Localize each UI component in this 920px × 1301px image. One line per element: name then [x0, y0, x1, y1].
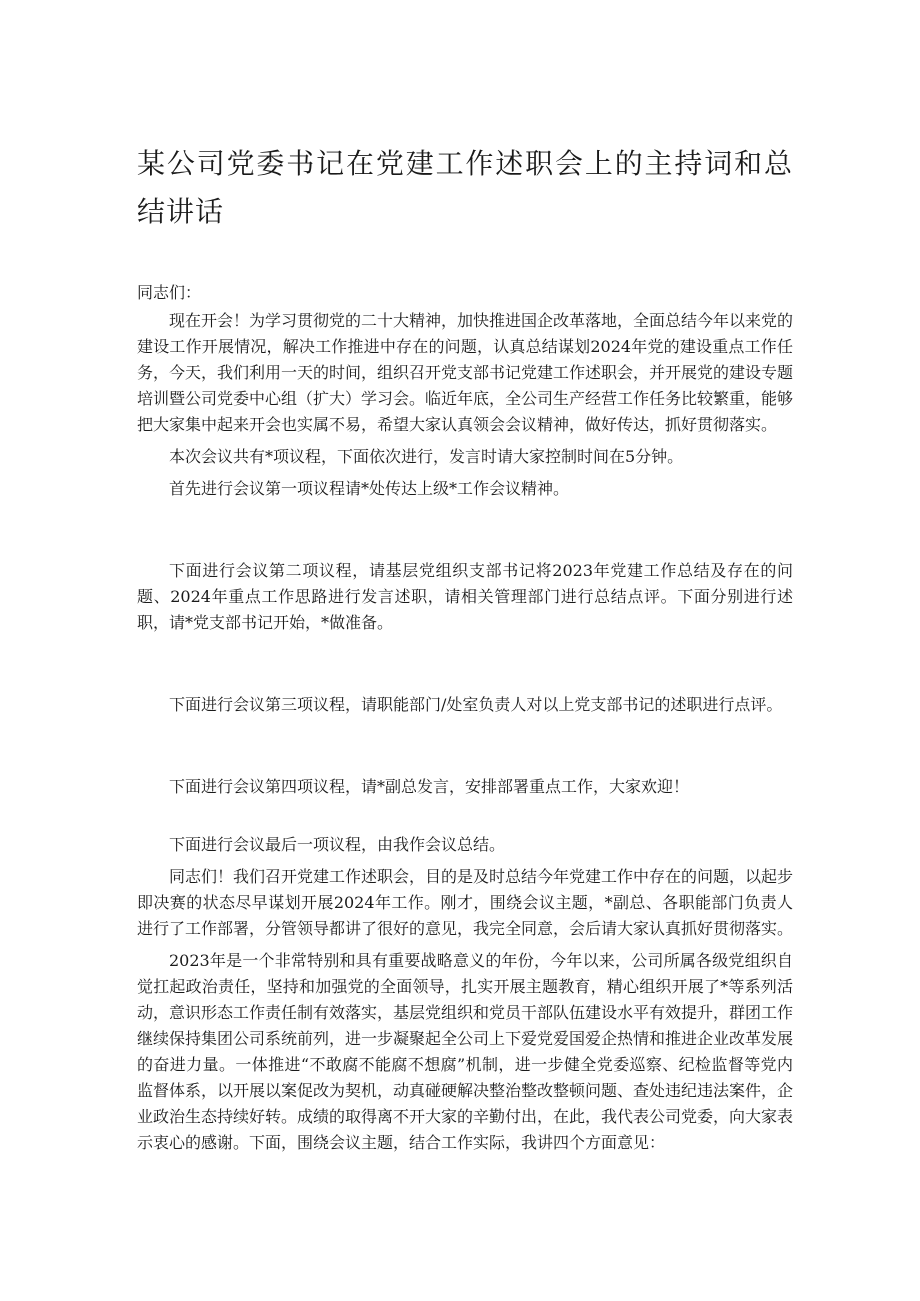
paragraph-summary-intro: 同志们！我们召开党建工作述职会，目的是及时总结今年党建工作中存在的问题，以起步即决赛的状态尽早谋划开展2024年工作。刚才，围绕会议主题，*副总、各职能部门负责人进行了工作部署，分管领导都讲了很好的意见，我完全同意，会后请大家认真抓好贯彻落实。	[137, 867, 794, 938]
paragraph-agenda-item-3: 下面进行会议第三项议程，请职能部门/处室负责人对以上党支部书记的述职进行点评。	[169, 695, 783, 714]
paragraph-summary-2023: 2023年是一个非常特别和具有重要战略意义的年份，今年以来，公司所属各级党组织自觉扛起政治责任，坚持和加强党的全面领导，扎实开展主题教育，精心组织开展了*等系列活动，意识形态工作责任制有效落实，基层党组织和党员干部队伍建设水平有效提升，群团工作继续保持集团公司系统前列，进一步凝聚起全公司上下爱党爱国爱企热情和推进企业改革发展的奋进力量。一体推进“不敢腐不能腐不想腐”机制，进一步健全党委巡察、纪检监督等党内监督体系，以开展以案促改为契机，动真碰硬解决整治整改整顿问题、查处违纪违法案件，企业政治生态持续好转。成绩的取得离不开大家的辛勤付出，在此，我代表公司党委，向大家表示衷心的感谢。下面，围绕会议主题，结合工作实际，我讲四个方面意见：	[137, 951, 794, 1152]
document-page	[137, 140, 793, 1162]
paragraph-agenda-item-4: 下面进行会议第四项议程，请*副总发言，安排部署重点工作，大家欢迎！	[169, 777, 690, 796]
paragraph-opening: 现在开会！为学习贯彻党的二十大精神，加快推进国企改革落地，全面总结今年以来党的建设工作开展情况，解决工作推进中存在的问题，认真总结谋划2024年党的建设重点工作任务，今天，我们利用一天的时间，组织召开党支部书记党建工作述职会，并开展党的建设专题培训暨公司党委中心组（扩大）学习会。临近年底，全公司生产经营工作任务比较繁重，能够把大家集中起来开会也实属不易，希望大家认真领会会议精神，做好传达，抓好贯彻落实。	[137, 311, 794, 434]
salutation: 同志们：	[137, 283, 202, 302]
paragraph-agenda-item-1: 首先进行会议第一项议程请*处传达上级*工作会议精神。	[169, 479, 570, 498]
document-title: 某公司党委书记在党建工作述职会上的主持词和总结讲话	[137, 147, 793, 228]
paragraph-agenda-item-2: 下面进行会议第二项议程，请基层党组织支部书记将2023年党建工作总结及存在的问题、2024年重点工作思路进行发言述职，请相关管理部门进行总结点评。下面分别进行述职，请*党支部书记开始，*做准备。	[137, 561, 793, 632]
paragraph-agenda-count: 本次会议共有*项议程，下面依次进行，发言时请大家控制时间在5分钟。	[169, 447, 684, 466]
paragraph-agenda-final: 下面进行会议最后一项议程，由我作会议总结。	[169, 835, 506, 854]
